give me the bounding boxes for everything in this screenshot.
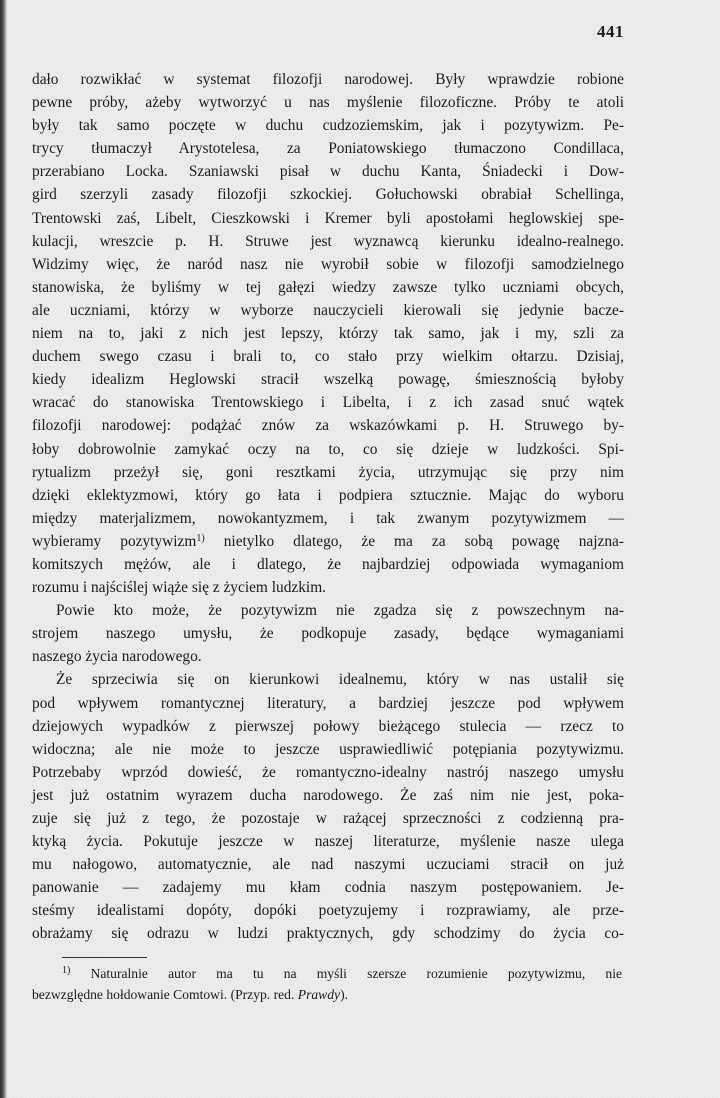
footnote-marker: 1) [62,965,71,976]
footnote-journal-title: Prawdy [297,987,341,1002]
text-line: trycy tłumaczył Arystotelesa, za Poniatowskiego tłumaczono Condillaca, [32,140,624,158]
footnote [32,963,622,1005]
text-line: duchem swego czasu i brali to, co stało przy wielkim ołtarzu. Dzisiaj, [32,348,624,366]
text-line: przerabiano Locka. Szaniawski pisał w duchu Kanta, Śniadecki i Dow- [32,163,624,181]
footnote-divider [62,957,147,958]
text-line: ktyką życia. Pokutuje jeszcze w naszej literaturze, myślenie nasze ulega [32,833,624,851]
text-line: łoby dobrowolnie zamykać oczy na to, co się dzieje w ludzkości. Spi- [32,440,624,458]
text-line: steśmy idealistami dopóty, dopóki poetyzujemy i rozprawiamy, ale prze- [32,902,624,920]
text-line: rytualizm przeżył się, goni resztkami życia, utrzymując się przy nim [32,463,624,481]
text-line: stanowiska, że byliśmy w tej gałęzi wiedzy zawsze tylko uczniami obcych, [32,278,624,296]
body-text [32,68,624,946]
text-line: obrażamy się odrazu w ludzi praktycznych, gdy schodzimy do życia co- [32,925,624,943]
text-line: wracać do stanowiska Trentowskiego i Libelta, i z ich zasad snuć wątek [32,394,624,412]
text-line: dało rozwikłać w systemat filozofji narodowej. Były wprawdzie robione [32,71,624,88]
paragraph-1 [32,68,624,599]
footnote-line [32,963,622,984]
text-line: panowanie — zadajemy mu kłam codnia naszym postępowaniem. Je- [32,879,624,897]
text-line: między materjalizmem, nowokantyzmem, i tak zwanym pozytywizmem — [32,509,624,527]
text-line: Trentowski zaś, Libelt, Cieszkowski i Kremer byli apostołami heglowskiej spe- [32,209,624,227]
paragraph-3 [32,668,624,945]
text-fragment: nietylko dlatego, że ma za sobą powagę najzna- [223,532,624,550]
text-line: Że sprzeciwia się on kierunkowi idealnemu, który w nas ustalił się [56,671,624,689]
footnote-text: ). [340,987,349,1002]
text-line: dziejowych wypadków z pierwszej połowy bieżącego stulecia — rzecz to [32,717,624,735]
text-line: naszego życia narodowego. [32,648,202,666]
page-binding-edge [0,0,7,1098]
footnote-line [32,984,622,1005]
paragraph-2 [32,599,624,668]
text-line: ale uczniami, którzy w wyborze nauczycieli kierowali się jedynie bacze- [32,301,624,319]
text-line: mu nałogowo, automatycznie, ale nad naszymi uczuciami stracił on już [32,856,624,874]
text-line: jest już ostatnim wyrazem ducha narodowego. Że zaś nim nie jest, poka- [32,786,624,804]
text-fragment: wybieramy pozytywizm [32,532,197,550]
text-line-with-footnote-ref [32,530,624,553]
text-line: niem na to, jaki z nich jest lepszy, którzy tak samo, jak i my, szli za [32,325,624,343]
text-line: Potrzebaby wprzód dowieść, że romantyczno-idealny nastrój naszego umysłu [32,763,624,781]
page-number: 441 [597,22,624,41]
text-line: filozofji narodowej: podążać znów za wskazówkami p. H. Struwego by- [32,417,624,435]
text-line: Widzimy więc, że naród nasz nie wyrobił sobie w filozofji samodzielnego [32,255,624,273]
text-line: pod wpływem romantycznej literatury, a bardziej jeszcze pod wpływem [32,694,624,712]
text-line: komitszych mężów, ale i dlatego, że najbardziej odpowiada wymaganiom [32,555,624,573]
text-line: Powie kto może, że pozytywizm nie zgadza się z powszechnym na- [56,602,624,620]
text-line: zuje się już z tego, że pozostaje w rażącej sprzeczności z codzienną pra- [32,810,624,827]
text-line: kulacji, wreszcie p. H. Struwe jest wyznawcą kierunku idealno-realnego. [32,232,624,250]
footnote-text: bezwzględne hołdowanie Comtowi. (Przyp. red. [32,987,295,1002]
text-line: pewne próby, ażeby wytworzyć u nas myślenie filozoficzne. Próby te atoli [32,94,624,112]
text-line: kiedy idealizm Heglowski stracił wszelką powagę, śmiesznością byłoby [32,371,624,389]
text-line: były tak samo poczęte w duchu cudzoziemskim, jak i pozytywizm. Pe- [32,117,624,135]
text-line: dzięki eklektyzmowi, który go łata i podpiera sztucznie. Mając do wyboru [32,486,624,504]
footnote-reference[interactable]: 1) [196,532,205,544]
text-line: rozumu i najściślej wiąże się z życiem ludzkim. [32,579,327,597]
footnote-text: Naturalnie autor ma tu na myśli szersze rozumienie pozytywizmu, nie [90,966,623,981]
text-line: strojem naszego umysłu, że podkopuje zasady, będące wymaganiami [32,625,624,643]
text-line: widoczna; ale nie może to jeszcze usprawiedliwić potępiania pozytywizmu. [32,740,624,758]
text-line: gird szerzyli zasady filozofji szkockiej. Gołuchowski obrabiał Schellinga, [32,186,624,204]
